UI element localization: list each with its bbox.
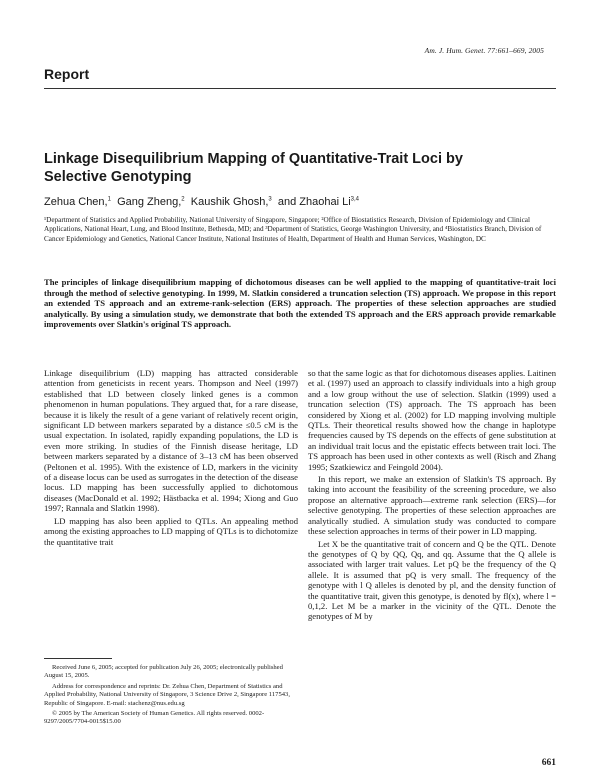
author-affiliation-mark: 3 xyxy=(268,196,272,203)
author-name: Gang Zheng, xyxy=(117,196,182,208)
author-affiliation-mark: 1 xyxy=(107,196,111,203)
abstract: The principles of linkage disequilibrium mapping of dichotomous diseases can be well applied to the mapping of quantitative-trait loci through the method of selective genotyping. In 1999, M. Slatkin considered a truncation selection (TS) approach. We propose in this report an extended TS approach and an extreme-rank-selection (ERS) approach. The properties of these selection approaches are studied analytically. By using a simulation study, we demonstrate that both the extended TS approach and the ERS approach provide remarkable improvements over Slatkin's original TS approach. xyxy=(44,277,556,330)
author-name: Kaushik Ghosh, xyxy=(190,196,269,208)
body-paragraph: Linkage disequilibrium (LD) mapping has attracted considerable attention from geneticists in recent years. Thompson and Neel (1997) established that LD between closely linked genes is a common phenomenon in human populations. They argued that, for a rare disease, because it is likely the result of a gene variant of relatively recent origin, significant LD between markers separated by a distance ≤0.5 cM is the usual expectation. In isolated, rapidly expanding populations, the LD is even more striking. In studies of the Finnish disease heritage, LD between markers separated by a distance of 3–13 cM has been observed (Peltonen et al. 1995). With the existence of LD, markers in the vicinity of a disease locus can be used as surrogates in the detection of the disease locus. LD mapping has been successfully applied to dichotomous diseases (MacDonald et al. 1992; Hästbacka et al. 1994; Xiong and Guo 1997; Rannala and Slatkin 1998). xyxy=(44,368,298,514)
footnote-rule xyxy=(44,658,112,659)
author-name: Zehua Chen, xyxy=(44,196,108,208)
author-affiliation-mark: 2 xyxy=(181,196,185,203)
footnotes xyxy=(44,664,298,729)
journal-reference: Am. J. Hum. Genet. 77:661–669, 2005 xyxy=(424,46,544,55)
footnote-correspondence: Address for correspondence and reprints: Dr. Zehua Chen, Department of Statistics and Applied Probability, National University of Singapore, 3 Science Drive 2, Singapore 117543, Republic of Singapore. E-mail: stachenz@nus.edu.sg xyxy=(44,682,290,707)
section-label: Report xyxy=(44,66,90,82)
header-rule xyxy=(44,88,556,89)
page-number: 661 xyxy=(541,758,556,768)
body-paragraph: LD mapping has also been applied to QTLs. An appealing method among the existing approaches to LD mapping of QTLs is to dichotomize the quantitative trait xyxy=(44,515,298,547)
footnote-copyright: © 2005 by The American Society of Human Genetics. All rights reserved. 0002-9297/2005/7704-0015$15.00 xyxy=(44,710,265,726)
footnote-received: Received June 6, 2005; accepted for publication July 26, 2005; electronically published August 15, 2005. xyxy=(44,664,283,680)
author-name: and Zhaohai Li xyxy=(277,196,351,208)
author-list xyxy=(44,196,359,208)
body-paragraph: Let X be the quantitative trait of concern and Q be the QTL. Denote the genotypes of Q by QQ, Qq, and qq. Assume that the Q allele is associated with larger trait values. Let pQ be the frequency of the Q allele. It is assumed that pQ is very small. The frequency of the genotype with l Q alleles is denoted by pl, and the density function of the quantitative trait, given this genotype, is denoted by fl(x), where l = 0,1,2. Let M be a marker in the vicinity of the QTL. Denote the genotypes of M by xyxy=(308,538,556,622)
author-affiliation-mark: 3,4 xyxy=(350,196,360,203)
article-title: Linkage Disequilibrium Mapping of Quantitative-Trait Loci by Selective Genotyping xyxy=(44,151,463,185)
affiliations: ¹Department of Statistics and Applied Probability, National University of Singapore, Singapore; ²Office of Biostatistics Research, Division of Epidemiology and Clinical Applications, National Heart, Lung, and Blood Institute, Bethesda, MD; and ³Department of Statistics, George Washington University, and ⁴Biostatistics Branch, Division of Cancer Epidemiology and Genetics, National Cancer Institute, National Institutes of Health, Department of Health and Human Services, Washington, DC xyxy=(44,216,542,243)
body-paragraph: so that the same logic as that for dichotomous diseases applies. Laitinen et al. (1997) used an approach to classify individuals into a high group and a low group without the use of selection. Slatkin (1999) used a truncation selection (TS) approach. The TS approach has been considered by Xiong et al. (2002) for LD mapping involving multiple QTLs. Their theoretical results showed how the change in haplotype frequencies caused by TS depends on the effects of gene substitution at an individual trait locus and the epistatic effects between trait loci. The TS approach has been used in other contexts as well (Risch and Zhang 1995; Szatkiewicz and Feingold 2004). xyxy=(308,368,556,472)
body-column-left xyxy=(44,368,298,547)
body-paragraph: In this report, we make an extension of Slatkin's TS approach. By taking into account the feasibility of the screening procedure, we also propose an alternative approach—extreme rank selection (ERS)—for selective genotyping. The properties of these selection approaches are analytically studied. A simulation study was conducted to compare these selection approaches in terms of their power in LD mapping. xyxy=(308,474,556,537)
body-column-right xyxy=(308,368,556,622)
